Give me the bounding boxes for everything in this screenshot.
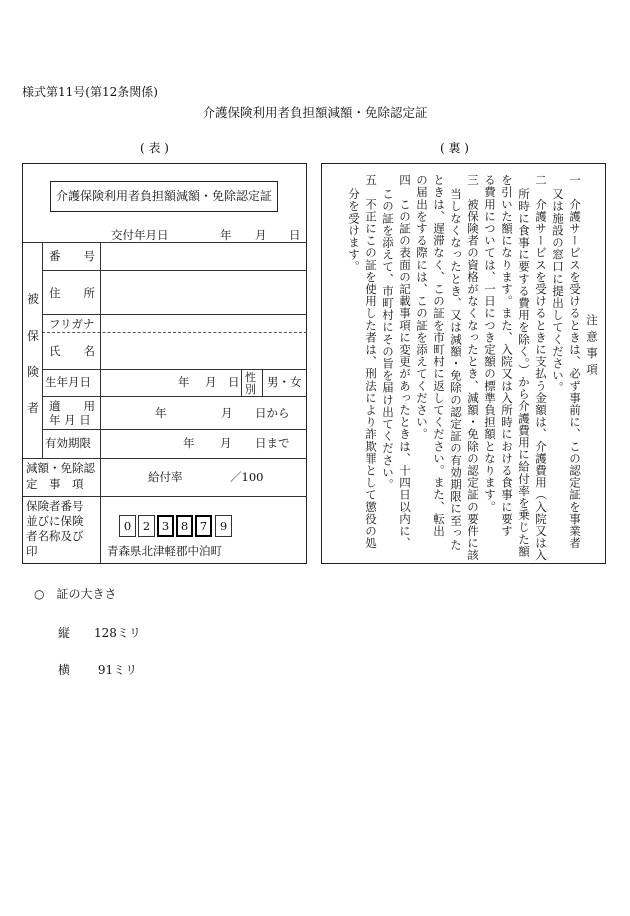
- sex-label: 別: [245, 383, 256, 396]
- notes-column: の届出をする際には、この証を添えてください。: [415, 174, 429, 441]
- grid-line: [42, 396, 307, 397]
- grid-line: [262, 369, 263, 396]
- insurer-name: 青森県北津軽郡中泊町: [107, 544, 222, 558]
- insurer-label: 保険者番号: [26, 499, 84, 513]
- form-number: 様式第11号(第12条関係): [22, 85, 158, 99]
- issue-day-label: 日: [289, 228, 301, 242]
- grid-line: [241, 369, 242, 396]
- grid-line: [23, 242, 307, 243]
- grid-line: [23, 458, 307, 459]
- benefit-rate-value: ／100: [230, 470, 264, 484]
- applicable-date-label: 適 用: [49, 399, 95, 413]
- back-side-label: ( 裏 ): [440, 141, 469, 155]
- dashed-line: [42, 332, 307, 333]
- certificate-front: [22, 163, 307, 564]
- name-label: 氏 名: [49, 344, 95, 358]
- applicable-date-label: 年 月 日: [49, 413, 91, 427]
- grid-line: [42, 369, 307, 370]
- reduction-label: 減額・免除認: [26, 461, 95, 475]
- notes-column: 又は施設の窓口に提出してください。: [551, 188, 565, 394]
- front-side-label: ( 表 ): [140, 141, 169, 155]
- notes-column: 二 介護サービスを受けるときに支払う金額は、介護費用（入院又は入: [534, 174, 548, 562]
- validity-year-label: 年: [183, 436, 195, 450]
- card-size-heading: ○ 証の大きさ: [34, 587, 117, 601]
- validity-month-label: 月: [220, 436, 232, 450]
- insurer-number-digit: 3: [157, 515, 174, 537]
- applicable-from-label: 日から: [255, 406, 290, 420]
- birth-day-label: 日: [228, 375, 240, 389]
- card-height: 縦 128ミリ: [58, 626, 141, 640]
- notes-column: 分を受けます。: [347, 188, 361, 273]
- grid-line: [42, 314, 307, 315]
- notes-column: ときは、遅滞なく、この証を市町村に返してください。また、転出: [432, 174, 446, 537]
- document-title: 介護保険利用者負担額減額・免除認定証: [202, 105, 428, 120]
- validity-label: 有効期限: [45, 436, 91, 450]
- insurer-label: 印: [26, 544, 38, 558]
- reduction-label: 定 事 項: [26, 477, 84, 491]
- issue-year-label: 年: [220, 228, 232, 242]
- notes-column: 一 介護サービスを受けるときは、必ず事前に、この認定証を事業者: [568, 174, 582, 550]
- notes-column: この証を添えて、市町村にその旨を届け出てください。: [381, 188, 395, 491]
- address-label: 住 所: [49, 286, 95, 300]
- grid-line: [23, 496, 307, 497]
- insurer-number-digit: 7: [195, 515, 212, 537]
- insurer-number-digit: 8: [176, 515, 193, 537]
- grid-line: [42, 429, 307, 430]
- sex-label: 性: [245, 371, 256, 384]
- insurer-number-digit: 0: [119, 515, 136, 537]
- birth-year-label: 年: [178, 375, 190, 389]
- certificate-back: [321, 163, 606, 564]
- furigana-label: フリガナ: [49, 317, 95, 331]
- notes-heading: 注意事項: [585, 314, 599, 380]
- notes-column: 五 不正にこの証を使用した者は、刑法により詐欺罪として懲役の処: [364, 174, 378, 550]
- notes-column: 当しなくなったとき、又は減額・免除の認定証の有効期限に至った: [449, 188, 463, 551]
- applicable-month-label: 月: [221, 406, 233, 420]
- notes-column: 所時に食事に要する費用を除く。）から介護費用に給付率を乗じた額: [517, 188, 531, 558]
- insured-label-char: 険: [27, 365, 40, 379]
- grid-line: [100, 242, 101, 564]
- notes-column: る費用については、一日につき定額の標準負担額となります。: [483, 174, 497, 513]
- insurer-label: 者名称及び: [26, 529, 84, 543]
- insurer-number-digit: 9: [215, 515, 232, 537]
- certificate-inner-title: 介護保険利用者負担額減額・免除認定証: [50, 181, 278, 212]
- benefit-rate-label: 給付率: [148, 470, 183, 484]
- validity-until-label: 日まで: [255, 436, 290, 450]
- insured-label-char: 被: [27, 292, 40, 306]
- notes-column: 四 この証の表面の記載事項に変更があったときは、十四日以内に、: [398, 174, 412, 550]
- sex-value: 男・女: [267, 375, 302, 389]
- grid-line: [42, 270, 307, 271]
- issue-date-label: 交付年月日: [111, 228, 169, 242]
- number-label: 番 号: [49, 249, 95, 263]
- issue-month-label: 月: [255, 228, 267, 242]
- grid-line: [42, 242, 43, 458]
- birth-month-label: 月: [205, 375, 217, 389]
- notes-column: を引いた額になります。また、入院又は入所時における食事に要す: [500, 174, 514, 537]
- notes-column: 三 被保険者の資格がなくなったとき、減額・免除の認定証の要件に該: [466, 174, 480, 562]
- insured-label-char: 者: [27, 401, 40, 415]
- applicable-year-label: 年: [155, 406, 167, 420]
- insurer-number-digit: 2: [138, 515, 155, 537]
- insurer-label: 並びに保険: [26, 514, 84, 528]
- insured-label-char: 保: [27, 329, 40, 343]
- birthdate-label: 生年月日: [45, 375, 91, 389]
- card-width: 横 91ミリ: [58, 663, 138, 677]
